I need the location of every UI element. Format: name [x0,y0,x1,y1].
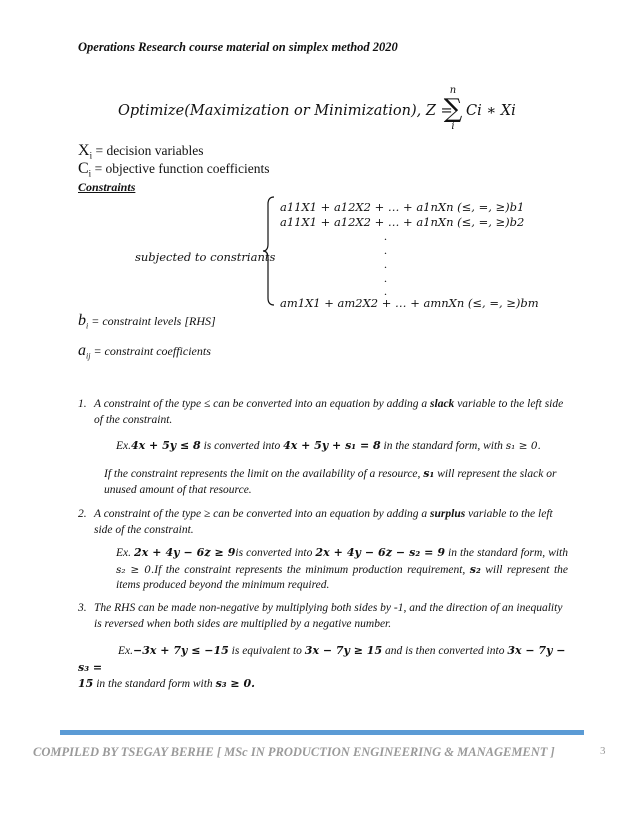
c-description: = objective function coefficients [91,161,270,176]
vertical-dot: . [384,257,387,271]
item-text: A constraint of the type ≥ can be converted into an equation by adding a [94,508,431,520]
note-text: If the constraint represents the limit on the availability of a resource, [104,468,424,480]
page-number: 3 [600,745,606,757]
item-keyword: surplus [430,508,466,520]
list-item-1 [78,397,568,428]
example-condition: s₁ ≥ 0. [505,440,541,452]
example-equivalent: 3x − 7y ≥ 15 [304,644,383,657]
note-text: will represent the slack or unused amount of that resource. [104,468,557,496]
item-text: A constraint of the type ≤ can be converted into an equation by adding a [94,398,431,410]
note-variable: s₁ [423,467,435,480]
vertical-dot: . [384,229,387,243]
summation-symbol: ∑ [443,94,463,124]
example-2 [116,545,568,594]
c-letter: C [78,160,89,177]
x-letter: X [78,142,90,159]
list-item-2 [78,507,568,538]
example-equation: 3x − 7y − s₃ = [78,644,566,674]
a-description: = constraint coefficients [90,344,211,358]
note-text: If the constraint represents the minimum production requirement, [154,563,470,576]
example-condition: s₃ ≥ 0. [215,677,255,690]
constraint-row-m: am1X1 + am2X2 + … + amnXn (≤, =, ≥)bm [280,296,539,310]
x-description: = decision variables [92,143,204,158]
item-text: variable to the left side of the constraint. [94,508,553,536]
document-header: Operations Research course material on simplex method 2020 [78,40,398,54]
a-letter: a [78,342,86,359]
objective-formula-rhs: Ci ∗ Xi [466,103,516,119]
b-subscript: i [86,321,89,331]
c-subscript: i [88,168,92,179]
definition-x [78,142,204,161]
item-number: 1. [78,398,87,410]
system-label: subjected to constriants [135,250,276,264]
example-text: is converted into [235,547,316,559]
summation-upper-limit: n [449,85,457,96]
example-inequality: −3x + 7y ≤ −15 [133,644,229,657]
summation-lower-limit: i [451,121,455,132]
summation [440,86,466,132]
item-text: variable to the left side of the constraint. [94,398,564,426]
list-item-3 [78,601,568,632]
footer-text: COMPILED BY TSEGAY BERHE [ MSc IN PRODUCTION ENGINEERING & MANAGEMENT ] [33,745,555,759]
item-number: 3. [78,602,87,614]
example-equation: 2x + 4y − 6z − s₂ = 9 [315,546,445,559]
vertical-dot: . [384,271,387,285]
example-text: in the standard form, with [380,440,506,452]
definition-b [78,312,216,330]
example-condition: s₂ ≥ 0. [116,563,155,576]
constraint-row-1: a11X1 + a12X2 + … + a1nXn (≤, =, ≥)b1 [280,200,525,214]
example-text: in the standard form, with [444,547,569,559]
vertical-dot: . [384,243,387,257]
example-inequality: 4x + 5y ≤ 8 [131,439,201,452]
constraints-heading: Constraints [78,180,136,194]
example-prefix: Ex. [116,440,132,452]
example-prefix: Ex. [116,547,135,559]
vertical-dot: . [384,284,387,298]
b-letter: b [78,312,86,329]
definition-c [78,160,270,179]
note-1 [104,466,568,498]
item-keyword: slack [430,398,455,410]
item-number: 2. [78,508,87,520]
example-inequality: 2x + 4y − 6z ≥ 9 [134,546,236,559]
note-variable: s₂ [469,562,481,576]
a-subscript: ij [86,351,91,361]
example-text: and is then converted into [382,645,508,657]
constraint-row-2: a11X1 + a12X2 + … + a1nXn (≤, =, ≥)b2 [280,215,525,229]
example-prefix: Ex. [118,645,134,657]
left-brace-icon [262,196,276,306]
example-text: in the standard form with [93,678,216,690]
example-text: is converted into [200,440,284,452]
b-description: = constraint levels [RHS] [88,314,216,328]
example-3 [78,643,568,693]
example-1 [116,438,568,455]
objective-formula-lhs: Optimize(Maximization or Minimization), Z = [118,103,453,119]
item-text: The RHS can be made non-negative by multiplying both sides by -1, and the direction of an inequality is reversed when both sides are multiplied by a negative number. [94,602,563,630]
x-subscript: i [89,150,93,161]
example-text: is equivalent to [228,645,305,657]
note-text: will represent the items produced beyond the minimum required. [116,563,568,591]
example-equation-rhs: 15 [78,677,94,690]
footer-rule [60,730,584,735]
example-equation: 4x + 5y + s₁ = 8 [283,439,381,452]
definition-a [78,342,211,360]
